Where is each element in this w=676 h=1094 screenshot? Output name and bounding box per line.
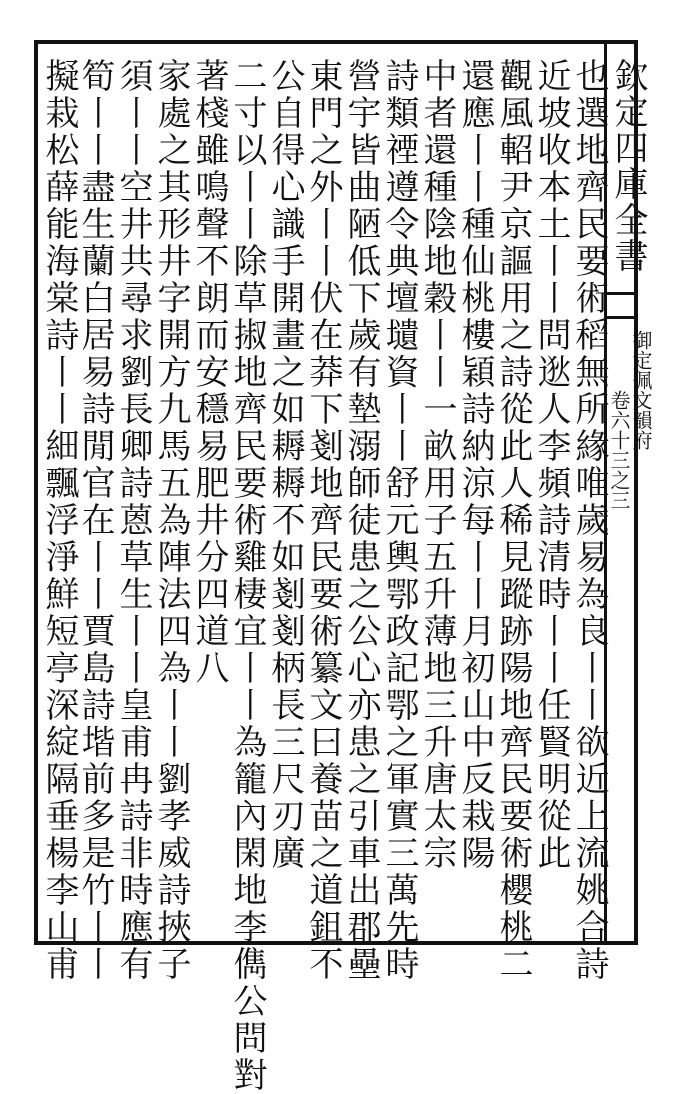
text-column-1: 也選地齊民要術稻無所緣唯歲易為良丨丨欲近上流姚合詩 [569,58,609,983]
text-column-7: 營宇皆曲陋低下歲有墊溺師徒患之公心亦患之引車出郡壘 [341,58,381,983]
text-column-5: 中者還種陰地穀丨丨一畝用子五升薄地三升唐太宗 [417,58,457,872]
text-column-9: 公自得心識手開畫之如耨耨不如剗剗柄長三尺刃廣 [265,58,305,872]
text-column-14: 筍丨丨盡生蘭白居易詩閒官在丨丨賈島詩堦前多是竹丨丨 [75,58,115,983]
text-column-13: 須丨丨空井共尋求劉長卿詩蒽草生丨丨皇甫冉詩非時應有 [113,58,153,983]
text-column-8: 東門之外丨丨伏在莽下剗地齊民要術纂文曰養苗之道鉏不 [303,58,343,983]
fish-tail-bottom [604,316,638,319]
library-title: 欽定四庫全書 [608,58,648,274]
text-column-4: 還應丨丨種仙桃樓穎詩納涼每丨丨月初山中反栽陽 [455,58,495,872]
book-title: 御定佩文韻府 [629,330,653,450]
text-column-3: 觀風軺尹京謳用之詩從此人稀見蹤跡陽地齊民要術櫻桃二 [493,58,533,983]
text-column-10: 二寸以丨丨除草掓地齊民要術雞棲宜丨丨為籠內閑地李儁公問對 [227,58,267,1094]
text-column-15: 擬栽松薛能海棠詩丨丨細飄浮淨鮮短亭深綻隔垂楊李山甫 [39,58,79,983]
text-column-6: 詩類禋遵令典壇壝資丨丨舒元輿鄂政記鄂之軍實三萬先時 [379,58,419,983]
text-column-12: 家處之其形井字開方九馬五為陣法四為丨丨劉孝威詩挾子 [151,58,191,983]
text-column-2: 近坡收本土丨丨問逖人李頻詩清時丨丨任賢明從此 [531,58,571,872]
juan-number: 卷六十三之三 [607,390,631,510]
fish-tail-top [604,292,638,295]
text-column-11: 著棧雖鳴聲不朗而安穩易肥井分四道八 [189,58,229,687]
